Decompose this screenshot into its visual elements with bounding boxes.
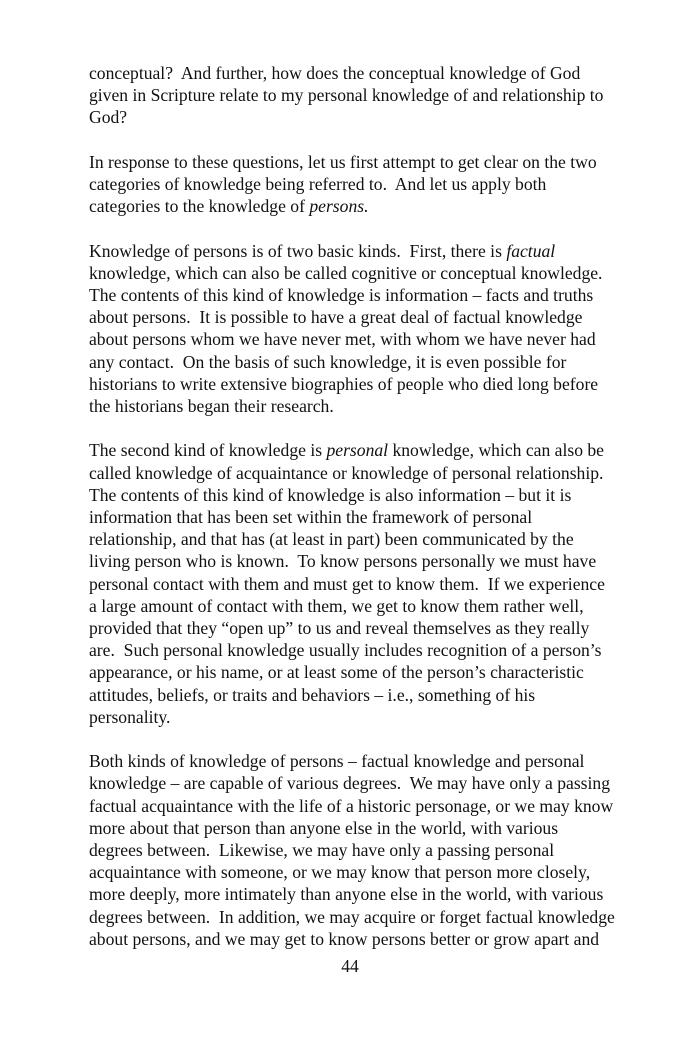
- text-run: given in Scripture relate to my personal knowledge of and relationship to: [89, 85, 604, 106]
- text-line: [89, 195, 649, 217]
- text-run: knowledge, which can also be: [388, 440, 604, 461]
- text-run: The contents of this kind of knowledge is information – facts and truths: [89, 285, 594, 305]
- text-run: Both kinds of knowledge of persons – factual knowledge and personal: [89, 751, 585, 772]
- text-run: living person who is known. To know persons personally we must have: [89, 551, 597, 572]
- text-line: [89, 484, 649, 506]
- text-run: historians to write extensive biographies of people who died long before: [89, 373, 599, 394]
- text-run: provided that they “open up” to us and reveal themselves as they really: [89, 618, 590, 639]
- text-line: [89, 661, 649, 683]
- text-run: attitudes, beliefs, or traits and behaviors – i.e., something of his: [89, 684, 536, 705]
- text-run: degrees between. Likewise, we may have only a passing personal: [89, 840, 555, 861]
- text-line: [89, 151, 649, 173]
- text-run: personality.: [89, 706, 171, 727]
- text-run: the historians began their research.: [89, 396, 334, 417]
- paragraph: [89, 62, 649, 129]
- text-line: [89, 328, 649, 350]
- text-line: [89, 106, 649, 128]
- page-number: 44: [341, 956, 359, 976]
- text-line: [89, 839, 649, 861]
- text-line: [89, 262, 649, 284]
- text-line: [89, 639, 649, 661]
- italic-text: factual: [506, 240, 556, 261]
- text-line: [89, 906, 649, 928]
- text-line: [89, 173, 649, 195]
- text-run: more about that person than anyone else in the world, with various: [89, 817, 559, 838]
- text-run: knowledge, which can also be called cognitive or conceptual knowledge.: [89, 262, 603, 283]
- text-run: The contents of this kind of knowledge is also information – but it is: [89, 484, 572, 505]
- text-line: [89, 351, 649, 373]
- italic-text: personal: [326, 440, 389, 461]
- text-line: [89, 706, 649, 728]
- italic-text: persons.: [309, 196, 369, 217]
- text-line: [89, 462, 649, 484]
- text-line: [89, 772, 649, 794]
- text-run: any contact. On the basis of such knowledge, it is even possible for: [89, 351, 567, 372]
- text-line: [89, 62, 649, 84]
- text-line: [89, 795, 649, 817]
- text-run: God?: [89, 107, 128, 128]
- text-line: [89, 617, 649, 639]
- text-run: information that has been set within the framework of personal: [89, 507, 533, 528]
- text-line: [89, 684, 649, 706]
- paragraph: [89, 439, 649, 728]
- text-line: [89, 573, 649, 595]
- text-line: [89, 595, 649, 617]
- text-run: called knowledge of acquaintance or knowledge of personal relationship.: [89, 462, 604, 483]
- paragraph: [89, 750, 649, 950]
- text-run: categories of knowledge being referred to. And let us apply both: [89, 174, 547, 194]
- text-line: [89, 395, 649, 417]
- text-run: degrees between. In addition, we may acquire or forget factual knowledge: [89, 906, 615, 927]
- text-run: acquaintance with someone, or we may know that person more closely,: [89, 862, 591, 883]
- text-line: [89, 373, 649, 395]
- text-run: In response to these questions, let us first attempt to get clear on the two: [89, 151, 597, 172]
- body-text: [89, 62, 649, 972]
- text-line: [89, 928, 649, 950]
- text-line: [89, 306, 649, 328]
- text-run: categories to the knowledge of: [89, 196, 310, 217]
- text-run: appearance, or his name, or at least some of the person’s characteristic: [89, 662, 584, 683]
- text-line: [89, 240, 649, 262]
- text-run: personal contact with them and must get to know them. If we experience: [89, 573, 605, 594]
- text-line: [89, 750, 649, 772]
- text-run: The second kind of knowledge is: [89, 440, 327, 461]
- text-run: more deeply, more intimately than anyone else in the world, with various: [89, 884, 604, 905]
- text-line: [89, 883, 649, 905]
- paragraph: [89, 240, 649, 418]
- text-run: relationship, and that has (at least in part) been communicated by the: [89, 529, 574, 550]
- text-run: factual acquaintance with the life of a historic personage, or we may know: [89, 795, 614, 816]
- text-line: [89, 550, 649, 572]
- text-run: a large amount of contact with them, we get to know them rather well,: [89, 595, 584, 616]
- text-line: [89, 84, 649, 106]
- text-line: [89, 528, 649, 550]
- text-line: [89, 817, 649, 839]
- text-run: knowledge – are capable of various degrees. We may have only a passing: [89, 773, 610, 794]
- text-run: about persons. It is possible to have a great deal of factual knowledge: [89, 307, 583, 328]
- text-line: [89, 284, 649, 306]
- text-run: conceptual? And further, how does the conceptual knowledge of God: [89, 63, 581, 83]
- text-run: about persons, and we may get to know persons better or grow apart and: [89, 928, 600, 949]
- text-line: [89, 439, 649, 461]
- text-run: are. Such personal knowledge usually includes recognition of a person’s: [89, 640, 602, 661]
- text-line: [89, 506, 649, 528]
- text-run: Knowledge of persons is of two basic kinds. First, there is: [89, 240, 507, 261]
- text-run: about persons whom we have never met, with whom we have never had: [89, 329, 596, 350]
- text-line: [89, 861, 649, 883]
- paragraph: [89, 151, 649, 218]
